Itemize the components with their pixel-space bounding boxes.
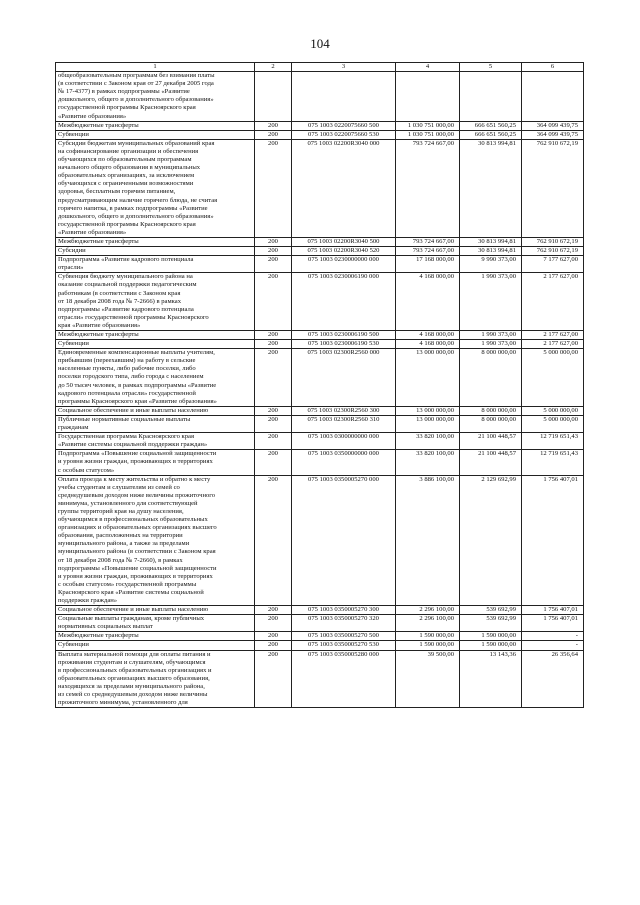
row-executed: 8 000 000,00 bbox=[460, 406, 522, 415]
row-executed: 13 143,36 bbox=[460, 650, 522, 708]
row-budget-code: 075 1003 0350005280 000 bbox=[292, 650, 396, 708]
row-name: Социальные выплаты гражданам, кроме публичных нормативных социальных выплат bbox=[56, 615, 255, 632]
column-header: 6 bbox=[522, 63, 584, 72]
row-executed: 666 651 560,25 bbox=[460, 121, 522, 130]
row-executed: 30 813 994,81 bbox=[460, 237, 522, 246]
row-admin-code: 200 bbox=[255, 349, 292, 407]
row-name: Подпрограмма «Повышение социальной защищенности и уровня жизни граждан, проживающих в территориях с особым статусом» bbox=[56, 450, 255, 475]
row-name: Межбюджетные трансферты bbox=[56, 121, 255, 130]
table-row bbox=[56, 641, 584, 650]
row-name: Субвенция бюджету муниципального района на оказание социальной поддержки педагогическим работникам (в соответствии с Законом края от 18 декабря 2008 года № 7-2666) в рамках подпрограммы «Развитие кадрового потенциала отрасли» государственной программы Красноярского края «Развитие образования» bbox=[56, 273, 255, 331]
row-approved: 4 168 000,00 bbox=[396, 340, 460, 349]
row-admin-code: 200 bbox=[255, 632, 292, 641]
row-executed: 1 590 000,00 bbox=[460, 641, 522, 650]
row-unexecuted: 2 177 627,00 bbox=[522, 331, 584, 340]
table-row bbox=[56, 237, 584, 246]
row-unexecuted: 1 756 407,01 bbox=[522, 615, 584, 632]
table-header bbox=[56, 63, 584, 72]
table-row bbox=[56, 606, 584, 615]
row-executed: 9 990 373,00 bbox=[460, 256, 522, 273]
row-admin-code: 200 bbox=[255, 450, 292, 475]
column-header: 5 bbox=[460, 63, 522, 72]
row-budget-code: 075 1003 0350005270 500 bbox=[292, 632, 396, 641]
table-body bbox=[56, 72, 584, 708]
row-admin-code: 200 bbox=[255, 606, 292, 615]
table-row bbox=[56, 450, 584, 475]
row-name: Подпрограмма «Развитие кадрового потенциала отрасли» bbox=[56, 256, 255, 273]
row-approved: 13 000 000,00 bbox=[396, 406, 460, 415]
row-name: Выплата материальной помощи для оплаты питания и проживания студентам и слушателям, обучающимся в профессиональных образовательных организациях и образовательных организациях высшего образования, находящихся за пределами муниципального района, из семей со среднедушевым доходом ниже величины прожиточного минимума, установленного для bbox=[56, 650, 255, 708]
row-executed: 8 000 000,00 bbox=[460, 349, 522, 407]
table-row bbox=[56, 650, 584, 708]
row-name: Государственная программа Красноярского края «Развитие системы социальной поддержки граждан» bbox=[56, 433, 255, 450]
row-name: Оплата проезда к месту жительства и обратно к месту учебы студентам и слушателям из семей со среднедушевым доходом ниже величины прожиточного минимума, установленного для соответствующей группы территорий края на душу населения, обучающимся в профессиональных образовательных организациях и образовательных организациях высшего образования, расположенных на территории муниципального района, а также за пределами муниципального района (в соответствии с Законом края от 18 декабря 2008 года № 7-2660), в рамках подпрограммы «Повышение социальной защищенности и уровня жизни граждан, проживающих в территориях с особым статусом» государственной программы Красноярского края «Развитие системы социальной поддержки граждан» bbox=[56, 475, 255, 606]
row-executed: 30 813 994,81 bbox=[460, 247, 522, 256]
row-name: Публичные нормативные социальные выплаты гражданам bbox=[56, 415, 255, 432]
row-executed: 2 129 692,99 bbox=[460, 475, 522, 606]
row-admin-code: 200 bbox=[255, 130, 292, 139]
row-unexecuted: 2 177 627,00 bbox=[522, 340, 584, 349]
table-row bbox=[56, 331, 584, 340]
row-admin-code: 200 bbox=[255, 139, 292, 237]
row-name: Межбюджетные трансферты bbox=[56, 237, 255, 246]
row-budget-code: 075 1003 02300R2560 300 bbox=[292, 406, 396, 415]
header-row bbox=[56, 63, 584, 72]
row-executed: 1 990 373,00 bbox=[460, 340, 522, 349]
row-approved: 793 724 667,00 bbox=[396, 139, 460, 237]
row-name: Субвенции bbox=[56, 641, 255, 650]
column-header: 1 bbox=[56, 63, 255, 72]
row-approved bbox=[396, 72, 460, 122]
row-budget-code: 075 1003 02300R2560 310 bbox=[292, 415, 396, 432]
row-name: Субсидии бюджетам муниципальных образований края на софинансирование организации и обеспечения обучающихся по образовательным программам начального общего образования в муниципальных образовательных организациях, за исключением обучающихся с ограниченными возможностями здоровья, бесплатным горячим питанием, предусматривающим наличие горячего блюда, не считая горячего напитка, в рамках подпрограммы «Развитие дошкольного, общего и дополнительного образования» государственной программы Красноярского края «Развитие образования» bbox=[56, 139, 255, 237]
table-row bbox=[56, 415, 584, 432]
row-approved: 1 030 751 000,00 bbox=[396, 121, 460, 130]
row-admin-code: 200 bbox=[255, 475, 292, 606]
table-row bbox=[56, 433, 584, 450]
row-admin-code: 200 bbox=[255, 641, 292, 650]
row-name: Межбюджетные трансферты bbox=[56, 632, 255, 641]
row-name: Субвенции bbox=[56, 130, 255, 139]
table-row bbox=[56, 615, 584, 632]
row-unexecuted: - bbox=[522, 641, 584, 650]
row-budget-code: 075 1003 0230006190 530 bbox=[292, 340, 396, 349]
row-admin-code bbox=[255, 72, 292, 122]
row-admin-code: 200 bbox=[255, 256, 292, 273]
row-admin-code: 200 bbox=[255, 331, 292, 340]
row-approved: 2 296 100,00 bbox=[396, 615, 460, 632]
row-approved: 39 500,00 bbox=[396, 650, 460, 708]
row-budget-code: 075 1003 0230000000 000 bbox=[292, 256, 396, 273]
row-unexecuted: 1 756 407,01 bbox=[522, 475, 584, 606]
table-row bbox=[56, 349, 584, 407]
row-admin-code: 200 bbox=[255, 406, 292, 415]
table-row bbox=[56, 475, 584, 606]
row-executed: 21 100 448,57 bbox=[460, 450, 522, 475]
row-unexecuted: 5 000 000,00 bbox=[522, 406, 584, 415]
row-approved: 793 724 667,00 bbox=[396, 237, 460, 246]
row-executed: 1 990 373,00 bbox=[460, 331, 522, 340]
table-row bbox=[56, 256, 584, 273]
row-approved: 1 030 751 000,00 bbox=[396, 130, 460, 139]
row-approved: 4 168 000,00 bbox=[396, 331, 460, 340]
row-unexecuted: 364 099 439,75 bbox=[522, 121, 584, 130]
row-executed bbox=[460, 72, 522, 122]
column-header: 4 bbox=[396, 63, 460, 72]
row-executed: 1 990 373,00 bbox=[460, 273, 522, 331]
row-approved: 4 168 000,00 bbox=[396, 273, 460, 331]
row-budget-code: 075 1003 02200R3040 000 bbox=[292, 139, 396, 237]
column-header: 3 bbox=[292, 63, 396, 72]
table-row bbox=[56, 121, 584, 130]
column-header: 2 bbox=[255, 63, 292, 72]
row-budget-code: 075 1003 0350000000 000 bbox=[292, 450, 396, 475]
page-number: 104 bbox=[310, 36, 330, 51]
row-name: Социальное обеспечение и иные выплаты населению bbox=[56, 606, 255, 615]
row-budget-code: 075 1003 0350005270 530 bbox=[292, 641, 396, 650]
row-name: Социальное обеспечение и иные выплаты населению bbox=[56, 406, 255, 415]
budget-table bbox=[55, 62, 584, 708]
row-unexecuted: 5 000 000,00 bbox=[522, 415, 584, 432]
row-approved: 2 296 100,00 bbox=[396, 606, 460, 615]
row-approved: 13 000 000,00 bbox=[396, 415, 460, 432]
row-executed: 666 651 560,25 bbox=[460, 130, 522, 139]
row-budget-code bbox=[292, 72, 396, 122]
table-row bbox=[56, 340, 584, 349]
row-approved: 793 724 667,00 bbox=[396, 247, 460, 256]
row-unexecuted bbox=[522, 72, 584, 122]
table-row bbox=[56, 406, 584, 415]
row-budget-code: 075 1003 0230006190 500 bbox=[292, 331, 396, 340]
row-name: Единовременные компенсационные выплаты учителям, прибывшим (переехавшим) на работу в сельские населенные пункты, либо рабочие поселки, либо поселки городского типа, либо города с населением до 50 тысяч человек, в рамках подпрограммы «Развитие кадрового потенциала отрасли» государственной программы Красноярского края «Развитие образования» bbox=[56, 349, 255, 407]
row-name: Субсидии bbox=[56, 247, 255, 256]
row-unexecuted: 5 000 000,00 bbox=[522, 349, 584, 407]
row-name: Межбюджетные трансферты bbox=[56, 331, 255, 340]
row-unexecuted: 2 177 627,00 bbox=[522, 273, 584, 331]
row-unexecuted: 364 099 439,75 bbox=[522, 130, 584, 139]
row-admin-code: 200 bbox=[255, 340, 292, 349]
row-executed: 539 692,99 bbox=[460, 615, 522, 632]
row-unexecuted: - bbox=[522, 632, 584, 641]
row-approved: 17 168 000,00 bbox=[396, 256, 460, 273]
row-unexecuted: 12 719 651,43 bbox=[522, 450, 584, 475]
row-admin-code: 200 bbox=[255, 433, 292, 450]
table-row bbox=[56, 130, 584, 139]
row-unexecuted: 762 910 672,19 bbox=[522, 237, 584, 246]
row-admin-code: 200 bbox=[255, 615, 292, 632]
table-row bbox=[56, 139, 584, 237]
row-budget-code: 075 1003 02200R3040 500 bbox=[292, 237, 396, 246]
row-budget-code: 075 1003 0300000000 000 bbox=[292, 433, 396, 450]
row-unexecuted: 12 719 651,43 bbox=[522, 433, 584, 450]
row-approved: 33 820 100,00 bbox=[396, 433, 460, 450]
row-unexecuted: 7 177 627,00 bbox=[522, 256, 584, 273]
row-approved: 1 590 000,00 bbox=[396, 632, 460, 641]
row-approved: 3 886 100,00 bbox=[396, 475, 460, 606]
row-name: общеобразовательным программам без взимания платы (в соответствии с Законом края от 27 декабря 2005 года № 17-4377) в рамках подпрограммы «Развитие дошкольного, общего и дополнительного образования» государственной программы Красноярского края «Развитие образования» bbox=[56, 72, 255, 122]
row-budget-code: 075 1003 0230006190 000 bbox=[292, 273, 396, 331]
row-approved: 33 820 100,00 bbox=[396, 450, 460, 475]
row-executed: 8 000 000,00 bbox=[460, 415, 522, 432]
row-budget-code: 075 1003 0350005270 300 bbox=[292, 606, 396, 615]
row-budget-code: 075 1003 02300R2560 000 bbox=[292, 349, 396, 407]
row-approved: 13 000 000,00 bbox=[396, 349, 460, 407]
row-name: Субвенции bbox=[56, 340, 255, 349]
row-approved: 1 590 000,00 bbox=[396, 641, 460, 650]
row-unexecuted: 762 910 672,19 bbox=[522, 139, 584, 237]
row-admin-code: 200 bbox=[255, 415, 292, 432]
row-admin-code: 200 bbox=[255, 247, 292, 256]
row-executed: 1 590 000,00 bbox=[460, 632, 522, 641]
row-unexecuted: 762 910 672,19 bbox=[522, 247, 584, 256]
row-executed: 539 692,99 bbox=[460, 606, 522, 615]
row-unexecuted: 26 356,64 bbox=[522, 650, 584, 708]
table-row bbox=[56, 72, 584, 122]
row-admin-code: 200 bbox=[255, 650, 292, 708]
row-budget-code: 075 1003 0350005270 320 bbox=[292, 615, 396, 632]
row-budget-code: 075 1003 02200R3040 520 bbox=[292, 247, 396, 256]
table-row bbox=[56, 273, 584, 331]
row-budget-code: 075 1003 0220075660 530 bbox=[292, 130, 396, 139]
row-executed: 21 100 448,57 bbox=[460, 433, 522, 450]
table-row bbox=[56, 632, 584, 641]
table-row bbox=[56, 247, 584, 256]
row-budget-code: 075 1003 0220075660 500 bbox=[292, 121, 396, 130]
row-executed: 30 813 994,81 bbox=[460, 139, 522, 237]
row-admin-code: 200 bbox=[255, 237, 292, 246]
row-admin-code: 200 bbox=[255, 273, 292, 331]
row-budget-code: 075 1003 0350005270 000 bbox=[292, 475, 396, 606]
row-admin-code: 200 bbox=[255, 121, 292, 130]
row-unexecuted: 1 756 407,01 bbox=[522, 606, 584, 615]
